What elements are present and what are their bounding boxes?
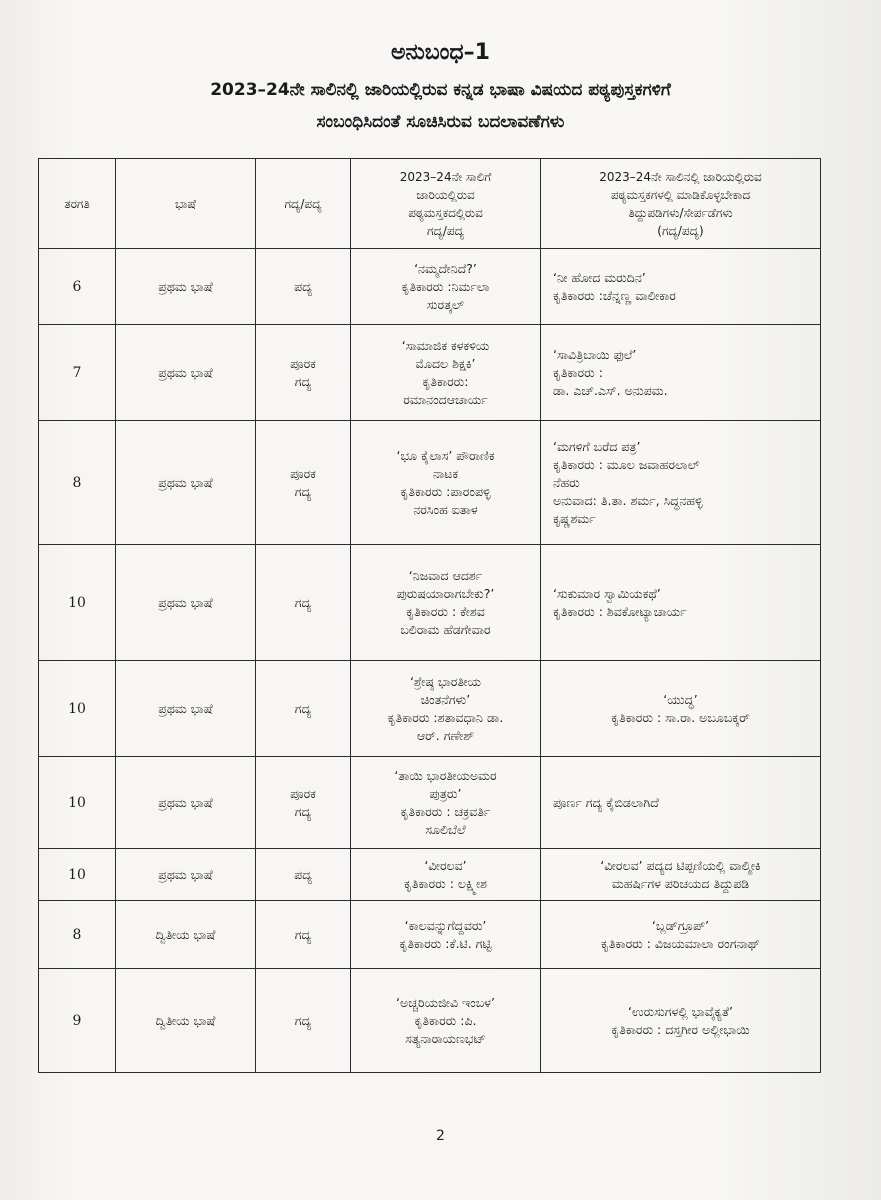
- cell-current-line: ಸತ್ಯನಾರಾಯಣಭಟ್: [405, 1030, 486, 1046]
- cell-language: ಪ್ರಥಮ ಭಾಷೆ: [116, 325, 256, 421]
- cell-type: [256, 249, 351, 325]
- cell-current-lesson: [351, 969, 541, 1073]
- cell-current-line: ಕೃತಿಕಾರರು : ಲಕ್ಷ್ಮೀಶ: [403, 875, 488, 891]
- cell-language: ಪ್ರಥಮ ಭಾಷೆ: [116, 661, 256, 757]
- cell-changes-line: ಕೃಷ್ಣಶರ್ಮ: [553, 510, 596, 526]
- header-type: ಗದ್ಯ/ಪದ್ಯ: [256, 159, 351, 249]
- cell-current-line: ಕೃತಿಕಾರರು :ಪಾರಂಪಳ್ಳಿ: [400, 483, 491, 499]
- cell-changes-line: ‘ಮಗಳಿಗೆ ಬರೆದ ಪತ್ರ’: [553, 438, 641, 454]
- table-header-row: [39, 159, 821, 249]
- cell-type-line: ಪೂರಕ: [290, 465, 316, 481]
- cell-changes-line: ಅನುವಾದ: ತಿ.ತಾ. ಶರ್ಮ, ಸಿದ್ಧನಹಳ್ಳಿ: [553, 492, 703, 508]
- cell-changes-line: ಮಹರ್ಷಿಗಳ ಪರಿಚಯದ ತಿದ್ದುಪಡಿ: [611, 875, 750, 891]
- header-language: ಭಾಷೆ: [116, 159, 256, 249]
- document-subtitle-line-1: 2023–24ನೇ ಸಾಲಿನಲ್ಲಿ ಜಾರಿಯಲ್ಲಿರುವ ಕನ್ನಡ ಭಾಷಾ ವಿಷಯದ ಪಠ್ಯಪುಸ್ತಕಗಳಿಗೆ: [210, 80, 671, 100]
- cell-class: 10: [39, 849, 116, 901]
- cell-changes: [541, 661, 821, 757]
- cell-type-line: ಪೂರಕ: [290, 355, 316, 371]
- header-current-line: 2023–24ನೇ ಸಾಲಿಗೆ: [399, 169, 492, 184]
- cell-class: 8: [39, 421, 116, 545]
- cell-current-line: ಕೃತಿಕಾರರು : ಕೇಶವ: [406, 603, 485, 619]
- cell-class: 10: [39, 545, 116, 661]
- table-body: [39, 249, 821, 1073]
- cell-current-line: ‘ನಮ್ಮದೇನಿದೆ?’: [414, 260, 477, 276]
- cell-current-line: ಸುರತ್ಕಲ್: [426, 296, 465, 312]
- cell-type: [256, 421, 351, 545]
- changes-table: [38, 158, 821, 1073]
- cell-current-line: ಚಿಂತನೆಗಳು’: [420, 691, 471, 707]
- cell-current-line: ‘ನಿಜವಾದ ಆದರ್ಶ: [408, 567, 483, 583]
- table-row: [39, 661, 821, 757]
- table-row: [39, 969, 821, 1073]
- cell-changes-line: ಪೂರ್ಣ ಗದ್ಯ ಕೈಬಿಡಲಾಗಿದೆ: [553, 794, 659, 810]
- header-current-line: ಜಾರಿಯಲ್ಲಿರುವ: [416, 187, 475, 202]
- document-title: ಅನುಬಂಧ–1: [391, 40, 490, 65]
- cell-type: [256, 969, 351, 1073]
- header-changes-line: ತಿದ್ದುಪಡಿಗಳು/ಸೇರ್ಪಡೆಗಳು: [628, 205, 733, 220]
- page-number: 2: [436, 1128, 445, 1144]
- cell-current-line: ಕೃತಿಕಾರರು :ಶತಾವಧಾನಿ ಡಾ.: [387, 709, 504, 725]
- cell-changes-line: ಡಾ. ಎಚ್.ಎಸ್. ಅನುಪಮ.: [553, 382, 668, 398]
- table-row: [39, 421, 821, 545]
- cell-language: ಪ್ರಥಮ ಭಾಷೆ: [116, 421, 256, 545]
- cell-current-line: ಆರ್. ಗಣೇಶ್: [416, 727, 475, 743]
- cell-current-line: ‘ವೀರಲವ’: [424, 857, 467, 873]
- document-subtitle-line-2: ಸಂಬಂಧಿಸಿದಂತೆ ಸೂಚಿಸಿರುವ ಬದಲಾವಣೆಗಳು: [316, 112, 565, 132]
- cell-changes: [541, 849, 821, 901]
- cell-changes-line: ‘ನೀ ಹೋದ ಮರುದಿನ’: [553, 269, 646, 285]
- cell-current-line: ನಾಟಕ: [432, 465, 459, 481]
- cell-type-line: ಪದ್ಯ: [294, 278, 312, 294]
- cell-type-line: ಗದ್ಯ: [294, 483, 312, 499]
- cell-type-line: ಗದ್ಯ: [294, 700, 312, 716]
- cell-changes-line: ಕೃತಿಕಾರರು : ಶಿವಕೋಟ್ಯಾಚಾರ್ಯ: [553, 603, 687, 619]
- header-current-line: ಗದ್ಯ/ಪದ್ಯ: [426, 223, 465, 238]
- cell-current-lesson: [351, 325, 541, 421]
- cell-current-line: ‘ಅಚ್ಚರಿಯಜೀವಿ ಇಂಬಳ’: [396, 994, 495, 1010]
- cell-current-lesson: [351, 901, 541, 969]
- cell-current-line: ಕೃತಿಕಾರರು : ಚಕ್ರವರ್ತಿ: [400, 803, 491, 819]
- cell-changes-line: ‘ಸುಕುಮಾರ ಸ್ವಾಮಿಯಕಥೆ’: [553, 585, 661, 601]
- cell-changes: [541, 901, 821, 969]
- cell-current-lesson: [351, 757, 541, 849]
- cell-current-line: ಕೃತಿಕಾರರು:: [422, 373, 469, 389]
- table-row: [39, 849, 821, 901]
- cell-class: 10: [39, 757, 116, 849]
- cell-class: 9: [39, 969, 116, 1073]
- table-row: [39, 901, 821, 969]
- cell-changes-line: ‘ಯುದ್ಧ’: [663, 691, 698, 707]
- header-changes-line: ಪಠ್ಯಮಸ್ತಕಗಳಲ್ಲಿ ಮಾಡಿಕೊಳ್ಳಬೇಕಾದ: [610, 187, 751, 202]
- cell-changes: [541, 421, 821, 545]
- header-changes-line: (ಗದ್ಯ/ಪದ್ಯ): [657, 223, 704, 238]
- cell-current-lesson: [351, 249, 541, 325]
- cell-current-line: ಕೃತಿಕಾರರು :ನಿರ್ಮಲಾ: [401, 278, 490, 294]
- cell-current-line: ನರಸಿಂಹ ಐತಾಳ: [413, 501, 478, 517]
- cell-type-line: ಗದ್ಯ: [294, 594, 312, 610]
- cell-type: [256, 325, 351, 421]
- cell-current-line: ಕೃತಿಕಾರರು :ಕೆ.ಟಿ. ಗಟ್ಟಿ: [399, 935, 492, 951]
- cell-type-line: ಗದ್ಯ: [294, 1012, 312, 1028]
- header-current-line: ಪಠ್ಯಮಸ್ತಕದಲ್ಲಿರುವ: [408, 205, 483, 220]
- cell-current-line: ‘ಕಾಲವನ್ನುಗೆದ್ದವರು’: [404, 917, 487, 933]
- cell-changes-line: ‘ಸಾವಿತ್ರಿಬಾಯಿ ಫುಲೆ’: [553, 346, 637, 362]
- cell-language: ಪ್ರಥಮ ಭಾಷೆ: [116, 849, 256, 901]
- cell-current-line: ರಮಾನಂದಆಚಾರ್ಯ: [403, 391, 488, 407]
- cell-type-line: ಪದ್ಯ: [294, 866, 312, 882]
- cell-changes-line: ‘ವೀರಲವ’ ಪದ್ಯದ ಟಿಪ್ಪಣಿಯಲ್ಲಿ ವಾಲ್ಮೀಕಿ: [600, 857, 761, 873]
- cell-type-line: ಗದ್ಯ: [294, 926, 312, 942]
- cell-type: [256, 757, 351, 849]
- cell-language: ದ್ವಿತೀಯ ಭಾಷೆ: [116, 969, 256, 1073]
- cell-language: ಪ್ರಥಮ ಭಾಷೆ: [116, 249, 256, 325]
- cell-current-line: ಬಲಿರಾಮ ಹೆಡಗೇವಾರ: [400, 621, 491, 637]
- cell-type: [256, 901, 351, 969]
- cell-current-lesson: [351, 545, 541, 661]
- table-row: [39, 249, 821, 325]
- cell-class: 7: [39, 325, 116, 421]
- cell-current-line: ‘ಸಾಮಾಜಿಕ ಕಳಕಳಿಯ: [401, 337, 490, 353]
- table-row: [39, 325, 821, 421]
- cell-type: [256, 661, 351, 757]
- cell-changes-line: ಕೃತಿಕಾರರು : ದಸ್ತಗೀರ ಅಲ್ಲೀಭಾಯಿ: [611, 1021, 750, 1037]
- cell-type: [256, 849, 351, 901]
- cell-current-line: ಪುರುಷಯಾರಾಗಬೇಕು?’: [396, 585, 495, 601]
- cell-language: ಪ್ರಥಮ ಭಾಷೆ: [116, 757, 256, 849]
- cell-type-line: ಪೂರಕ: [290, 785, 316, 801]
- cell-changes-line: ನೆಹರು: [553, 474, 580, 490]
- cell-current-line: ‘ಶ್ರೇಷ್ಠ ಭಾರತೀಯ: [409, 673, 482, 689]
- cell-changes-line: ಕೃತಿಕಾರರು :ಚೆನ್ನಣ್ಣ ವಾಲೀಕಾರ: [553, 287, 676, 303]
- cell-language: ದ್ವಿತೀಯ ಭಾಷೆ: [116, 901, 256, 969]
- cell-type-line: ಗದ್ಯ: [294, 803, 312, 819]
- cell-class: 8: [39, 901, 116, 969]
- cell-current-line: ಪುತ್ರರು’: [429, 785, 462, 801]
- cell-current-line: ‘ತಾಯಿ ಭಾರತೀಯಅಮರ: [394, 767, 497, 783]
- table-row: [39, 757, 821, 849]
- cell-current-lesson: [351, 849, 541, 901]
- cell-changes: [541, 757, 821, 849]
- cell-changes: [541, 545, 821, 661]
- cell-changes: [541, 325, 821, 421]
- header-changes-line: 2023–24ನೇ ಸಾಲಿನಲ್ಲಿ ಜಾರಿಯಲ್ಲಿರುವ: [599, 169, 762, 184]
- cell-current-lesson: [351, 661, 541, 757]
- cell-class: 10: [39, 661, 116, 757]
- cell-language: ಪ್ರಥಮ ಭಾಷೆ: [116, 545, 256, 661]
- header-current-lesson: [351, 159, 541, 249]
- header-changes: [541, 159, 821, 249]
- cell-changes: [541, 969, 821, 1073]
- cell-changes-line: ‘ಬ್ಲಡ್‌ಗ್ರೂಪ್’: [651, 917, 710, 933]
- cell-current-line: ಮೊದಲ ಶಿಕ್ಷಕಿ’: [415, 355, 476, 371]
- cell-changes-line: ಕೃತಿಕಾರರು : ಮೂಲ ಜವಾಹರಲಾಲ್: [553, 456, 700, 472]
- cell-current-lesson: [351, 421, 541, 545]
- cell-current-line: ‘ಭೂ ಕೈಲಾಸ’ ಪೌರಾಣಿಕ: [396, 447, 495, 463]
- cell-changes-line: ‘ಉರುಸುಗಳಲ್ಲಿ ಭಾವೈಕ್ಯತೆ’: [628, 1003, 733, 1019]
- cell-changes-line: ಕೃತಿಕಾರರು :: [553, 364, 603, 380]
- cell-current-line: ಕೃತಿಕಾರರು :ಪಿ.: [414, 1012, 477, 1028]
- cell-type-line: ಗದ್ಯ: [294, 373, 312, 389]
- cell-changes: [541, 249, 821, 325]
- cell-type: [256, 545, 351, 661]
- cell-class: 6: [39, 249, 116, 325]
- cell-changes-line: ಕೃತಿಕಾರರು : ಸಾ.ರಾ. ಅಬೂಬಕ್ಕರ್: [611, 709, 750, 725]
- cell-current-line: ಸೂಲಿಬೆಲೆ: [425, 821, 466, 837]
- cell-changes-line: ಕೃತಿಕಾರರು : ವಿಜಯಮಾಲಾ ರಂಗನಾಥ್: [601, 935, 760, 951]
- header-class: ತರಗತಿ: [39, 159, 116, 249]
- table-row: [39, 545, 821, 661]
